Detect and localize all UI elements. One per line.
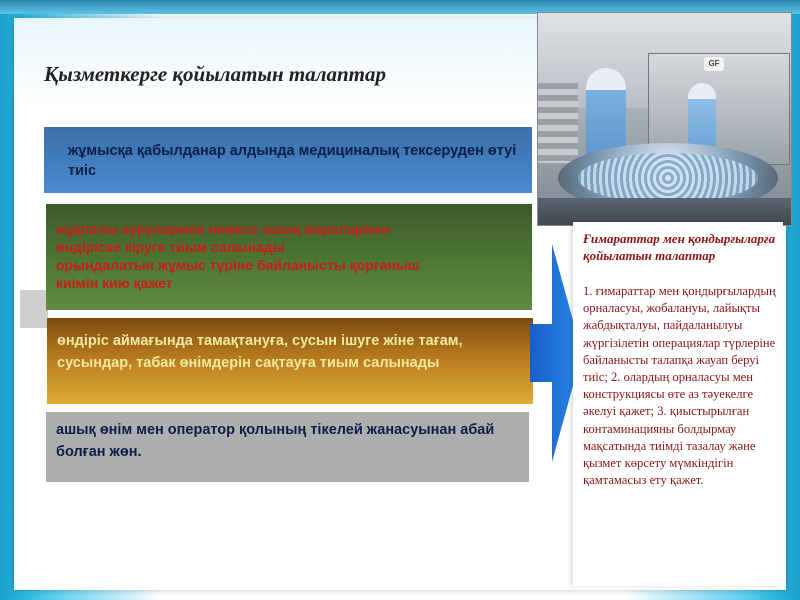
- machine-logo: GF: [704, 57, 724, 71]
- production-photo: [537, 12, 792, 226]
- worker-figure: [586, 68, 626, 158]
- requirement-line: орындалатын жұмыс түріне байланысты қорғаныш: [56, 257, 420, 273]
- requirement-box-disease: [46, 204, 532, 310]
- requirement-text: ашық өнім мен оператор қолының тікелей жанасуынан абай болған жөн.: [56, 422, 495, 460]
- requirement-text: өндіріс аймағында тамақтануға, сусын ішуге жіне тағам, сусындар, табак өнімдерін сақтауға тиым салынады: [57, 333, 463, 371]
- requirement-box-food: [47, 318, 533, 404]
- right-panel-body: 1. ғимараттар мен қондырғылардың орналасуы, жобалануы, лайықты жабдықталуы, пайдаланылуы жүргізілетін операциялар түрлеріне байланысты талапқа жауап беруі тиіс; 2. олардың орналасуы мен конструкциясы өте аз тәуекелге әкелуі қажет; 3. қиыстырылған контаминацияны болдырмау мақсатында тиімді тазалау және қызмет көрсету мүмкіндігін қамтамасыз ету қажет.: [583, 284, 776, 488]
- requirement-text: жұмысқа қабылданар алдында медициналық тексеруден өтуі тиіс: [68, 143, 517, 179]
- requirement-box-contact: [46, 412, 529, 482]
- requirement-line: киімін кию қажет: [56, 275, 173, 291]
- slide-title: Қызметкерге қойылатын талаптар: [44, 62, 387, 86]
- worker-figure: [688, 83, 716, 153]
- requirement-line: өндіріске кіруге тиым салынады: [56, 239, 285, 255]
- requirement-line: жұқпалы аурулармен немесе ашық жаралармен: [56, 221, 391, 237]
- requirement-box-medical: [44, 127, 532, 193]
- decorative-bar: [20, 290, 48, 328]
- right-panel-title: Ғимараттар мен қондырғыларға қойылатын талаптар: [583, 231, 776, 263]
